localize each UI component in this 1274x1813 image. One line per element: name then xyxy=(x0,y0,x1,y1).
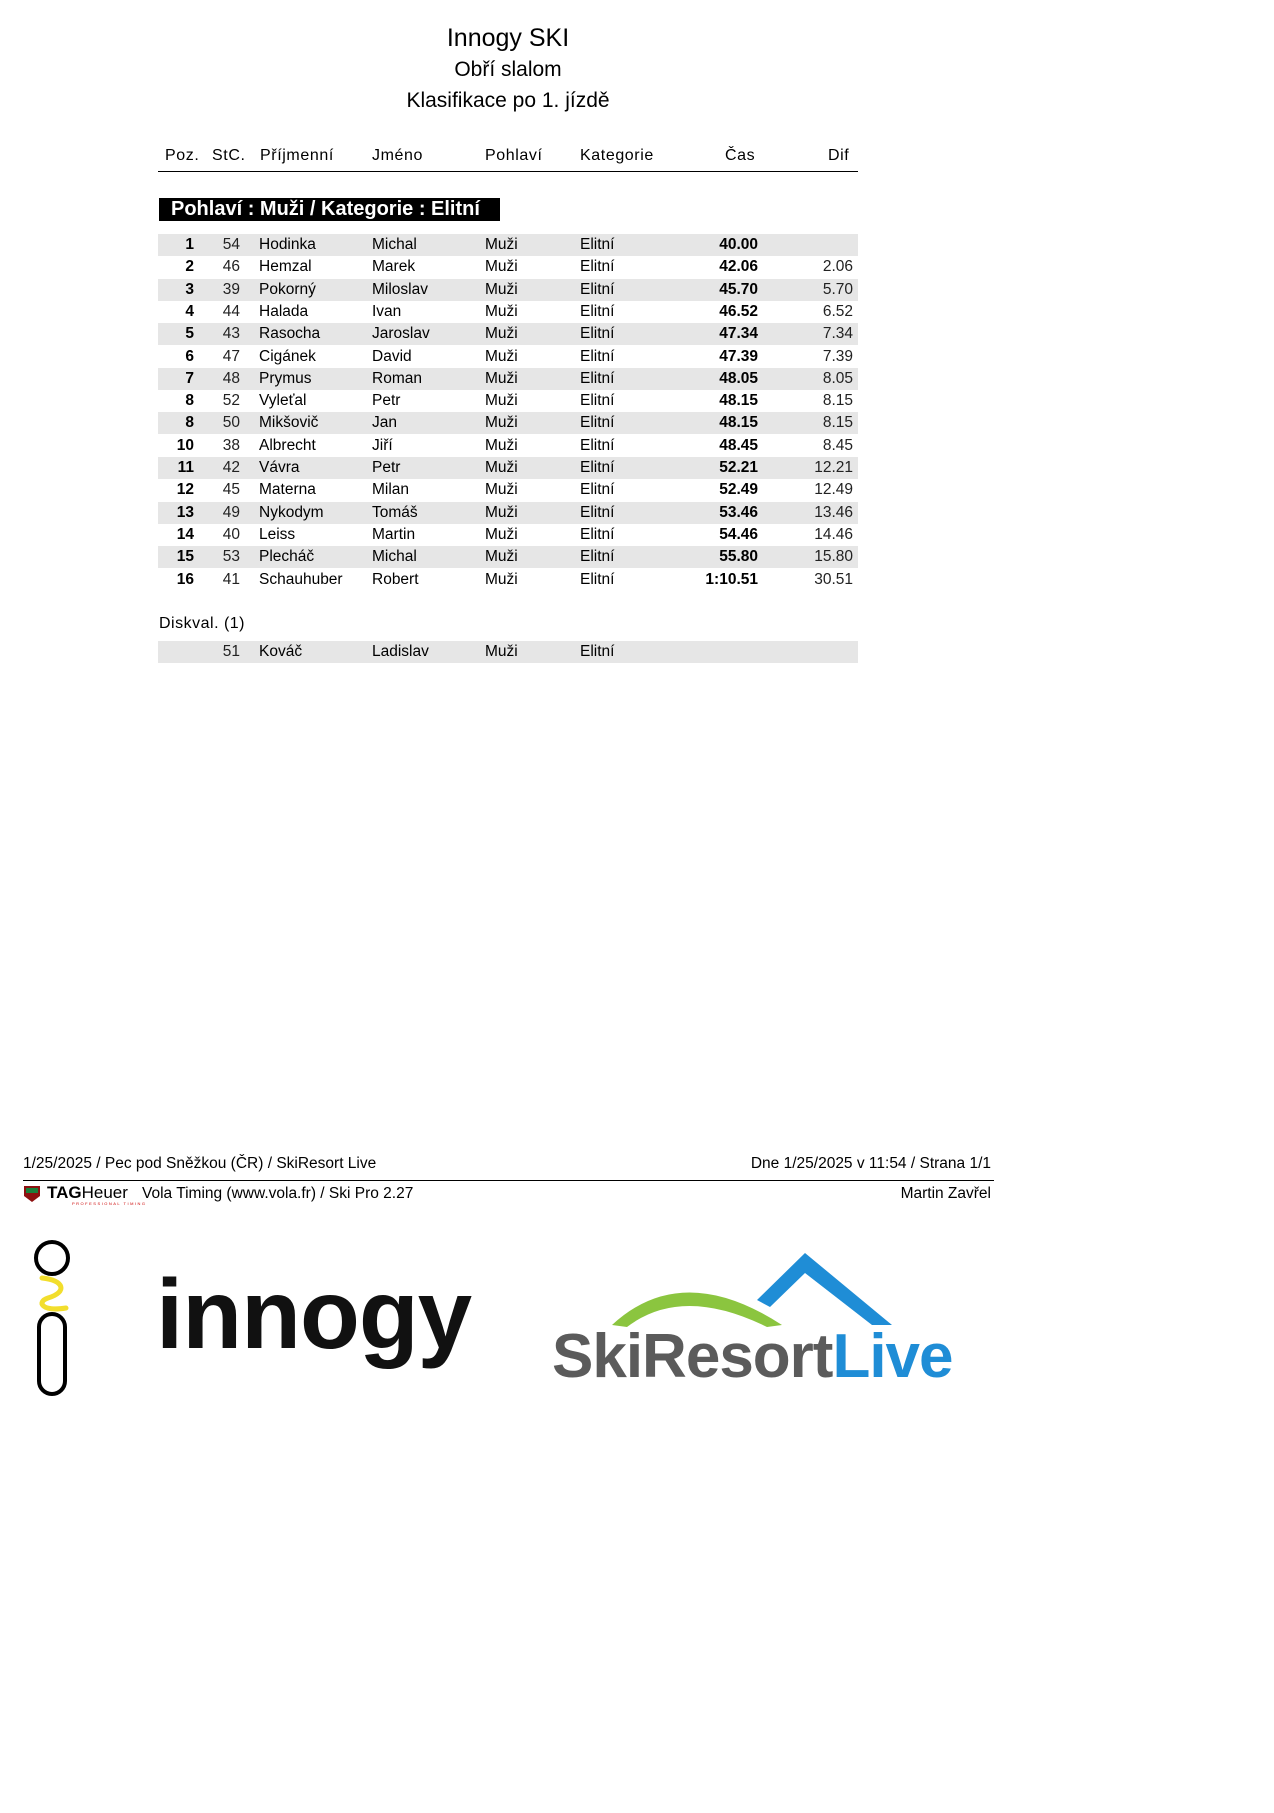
start-number-cell: 42 xyxy=(222,459,240,476)
col-sex: Pohlaví xyxy=(485,147,543,164)
position-cell: 8 xyxy=(185,414,194,432)
name-cell: Ladislav xyxy=(372,643,429,660)
discipline-title: Obří slalom xyxy=(454,58,562,81)
classification-title: Klasifikace po 1. jízdě xyxy=(406,89,610,112)
category-cell: Elitní xyxy=(580,643,615,660)
surname-cell: Materna xyxy=(259,481,316,499)
table-row xyxy=(158,524,858,546)
col-name: Jméno xyxy=(372,147,424,164)
table-row xyxy=(158,323,858,345)
sex-cell: Muži xyxy=(485,280,518,298)
category-cell: Elitní xyxy=(580,436,615,454)
name-cell: Roman xyxy=(372,369,422,387)
surname-cell: Cigánek xyxy=(259,347,316,365)
time-cell: 1:10.51 xyxy=(705,570,758,588)
table-row xyxy=(158,368,858,390)
sex-cell: Muži xyxy=(485,548,518,566)
table-row xyxy=(158,256,858,278)
category-cell: Elitní xyxy=(580,459,615,476)
start-number-cell: 41 xyxy=(222,570,240,588)
sex-cell: Muži xyxy=(485,525,518,543)
surname-cell: Leiss xyxy=(259,525,296,543)
table-row xyxy=(158,301,858,323)
surname-cell: Kováč xyxy=(259,643,303,660)
category-cell: Elitní xyxy=(580,280,615,298)
position-cell: 14 xyxy=(176,525,194,543)
position-cell: 8 xyxy=(185,392,194,410)
start-number-cell: 51 xyxy=(222,643,240,660)
category-cell: Elitní xyxy=(580,369,615,387)
category-header-label: Pohlaví : Muži / Kategorie : Elitní xyxy=(171,198,480,220)
time-cell: 54.46 xyxy=(719,525,758,543)
time-cell: 48.45 xyxy=(719,436,758,454)
position-cell: 2 xyxy=(185,258,194,276)
category-cell: Elitní xyxy=(580,302,615,320)
diff-cell: 8.15 xyxy=(822,392,853,410)
sex-cell: Muži xyxy=(485,392,518,410)
category-cell: Elitní xyxy=(580,236,615,253)
name-cell: Martin xyxy=(372,525,416,543)
name-cell: Jan xyxy=(372,414,397,432)
time-cell: 42.06 xyxy=(719,258,758,276)
sex-cell: Muži xyxy=(485,302,518,320)
event-title: Innogy SKI xyxy=(446,24,570,52)
tag-brand-b: Heuer xyxy=(81,1183,128,1202)
footer-author: Martin Zavřel xyxy=(900,1185,991,1202)
start-number-cell: 44 xyxy=(222,302,240,320)
name-cell: Petr xyxy=(372,392,401,410)
start-number-cell: 52 xyxy=(222,392,240,410)
name-cell: Miloslav xyxy=(372,280,428,298)
col-category: Kategorie xyxy=(580,147,654,164)
footer-software: Vola Timing (www.vola.fr) / Ski Pro 2.27 xyxy=(142,1185,414,1202)
category-cell: Elitní xyxy=(580,392,615,410)
position-cell: 7 xyxy=(185,369,194,387)
time-cell: 52.21 xyxy=(719,459,758,476)
surname-cell: Albrecht xyxy=(259,436,316,454)
footer-date-page: Dne 1/25/2025 v 11:54 / Strana 1/1 xyxy=(750,1155,991,1172)
time-cell: 48.15 xyxy=(719,392,758,410)
diff-cell: 14.46 xyxy=(814,525,853,543)
start-number-cell: 43 xyxy=(222,325,240,343)
time-cell: 53.46 xyxy=(719,503,758,521)
sex-cell: Muži xyxy=(485,258,518,276)
col-time: Čas xyxy=(725,147,756,164)
table-row xyxy=(158,546,858,568)
skiresort-logo-text xyxy=(552,1322,953,1391)
surname-cell: Halada xyxy=(259,302,309,320)
position-cell: 16 xyxy=(176,570,194,588)
name-cell: Milan xyxy=(372,481,410,499)
time-cell: 47.34 xyxy=(719,325,758,343)
time-cell: 48.05 xyxy=(719,369,758,387)
table-row xyxy=(158,435,858,457)
category-cell: Elitní xyxy=(580,481,615,499)
time-cell: 46.52 xyxy=(719,302,758,320)
position-cell: 15 xyxy=(176,548,194,566)
position-cell: 6 xyxy=(185,347,194,365)
surname-cell: Pokorný xyxy=(259,280,316,298)
surname-cell: Rasocha xyxy=(259,325,321,343)
time-cell: 40.00 xyxy=(719,236,758,253)
position-cell: 4 xyxy=(185,302,194,320)
diff-cell: 7.34 xyxy=(822,325,853,343)
start-number-cell: 48 xyxy=(222,369,240,387)
surname-cell: Prymus xyxy=(259,369,312,387)
diff-cell: 12.21 xyxy=(814,459,853,476)
diff-cell: 5.70 xyxy=(822,280,853,298)
table-row xyxy=(158,479,858,501)
sex-cell: Muži xyxy=(485,414,518,432)
category-cell: Elitní xyxy=(580,347,615,365)
name-cell: Ivan xyxy=(372,302,402,320)
diff-cell: 7.39 xyxy=(822,347,853,365)
tag-heuer-subtitle: PROFESSIONAL TIMING xyxy=(72,1201,147,1206)
sex-cell: Muži xyxy=(485,236,518,253)
diff-cell: 12.49 xyxy=(814,481,853,499)
time-cell: 52.49 xyxy=(719,481,758,499)
category-cell: Elitní xyxy=(580,570,615,588)
start-number-cell: 39 xyxy=(222,280,240,298)
diff-cell: 8.15 xyxy=(822,414,853,432)
table-row xyxy=(158,279,858,301)
start-number-cell: 45 xyxy=(222,481,240,499)
tag-heuer-logo xyxy=(47,1183,128,1203)
table-row xyxy=(158,569,858,591)
surname-cell: Vyleťal xyxy=(259,392,307,410)
table-row xyxy=(158,346,858,368)
sex-cell: Muži xyxy=(485,481,518,499)
start-number-cell: 50 xyxy=(222,414,240,432)
sex-cell: Muži xyxy=(485,347,518,365)
position-cell: 3 xyxy=(185,280,194,298)
category-cell: Elitní xyxy=(580,503,615,521)
sex-cell: Muži xyxy=(485,436,518,454)
sex-cell: Muži xyxy=(485,503,518,521)
name-cell: Jaroslav xyxy=(372,325,430,343)
position-cell: 5 xyxy=(185,325,194,343)
disqualified-label: Diskval. (1) xyxy=(159,615,246,632)
table-header xyxy=(158,146,858,172)
position-cell: 13 xyxy=(176,503,194,521)
time-cell: 47.39 xyxy=(719,347,758,365)
time-cell: 48.15 xyxy=(719,414,758,432)
surname-cell: Nykodym xyxy=(259,503,324,521)
time-cell: 45.70 xyxy=(719,280,758,298)
col-stc: StC. xyxy=(212,147,246,164)
position-cell: 10 xyxy=(176,436,194,454)
name-cell: Marek xyxy=(372,258,416,276)
surname-cell: Plecháč xyxy=(259,548,315,566)
diff-cell: 13.46 xyxy=(814,503,853,521)
diff-cell: 8.45 xyxy=(822,436,853,454)
start-number-cell: 38 xyxy=(222,436,240,454)
table-row xyxy=(158,457,858,479)
surname-cell: Vávra xyxy=(259,459,300,476)
position-cell: 11 xyxy=(177,459,194,476)
category-cell: Elitní xyxy=(580,325,615,343)
time-cell: 55.80 xyxy=(719,548,758,566)
start-number-cell: 49 xyxy=(222,503,240,521)
surname-cell: Mikšovič xyxy=(259,414,319,432)
diff-cell: 8.05 xyxy=(822,369,853,387)
start-number-cell: 53 xyxy=(222,548,240,566)
col-diff: Dif xyxy=(828,147,850,164)
name-cell: Tomáš xyxy=(372,503,418,521)
position-cell: 1 xyxy=(185,236,194,253)
sex-cell: Muži xyxy=(485,570,518,588)
table-row xyxy=(158,390,858,412)
category-header xyxy=(159,198,500,221)
name-cell: David xyxy=(372,347,412,365)
name-cell: Jiří xyxy=(372,436,393,454)
col-surname: Příjmenní xyxy=(260,147,334,164)
category-cell: Elitní xyxy=(580,548,615,566)
start-number-cell: 54 xyxy=(222,236,240,253)
tag-brand-a: TAG xyxy=(47,1183,82,1202)
footer-event-info: 1/25/2025 / Pec pod Sněžkou (ČR) / SkiResort Live xyxy=(23,1155,377,1172)
innogy-figure-icon xyxy=(22,1238,82,1403)
diff-cell: 15.80 xyxy=(814,548,853,566)
position-cell: 12 xyxy=(176,481,194,499)
start-number-cell: 47 xyxy=(222,347,240,365)
category-cell: Elitní xyxy=(580,258,615,276)
skiresort-text-b: Live xyxy=(832,1322,953,1391)
sex-cell: Muži xyxy=(485,643,518,660)
diff-cell: 30.51 xyxy=(814,570,853,588)
name-cell: Michal xyxy=(372,236,417,253)
name-cell: Robert xyxy=(372,570,419,588)
category-cell: Elitní xyxy=(580,414,615,432)
surname-cell: Hemzal xyxy=(259,258,312,276)
sex-cell: Muži xyxy=(485,369,518,387)
name-cell: Petr xyxy=(372,459,401,476)
category-cell: Elitní xyxy=(580,525,615,543)
innogy-logo-text: innogy xyxy=(156,1259,472,1369)
sex-cell: Muži xyxy=(485,325,518,343)
surname-cell: Hodinka xyxy=(259,236,316,253)
tag-heuer-shield-icon xyxy=(23,1185,41,1203)
start-number-cell: 40 xyxy=(222,525,240,543)
table-row xyxy=(158,412,858,434)
diff-cell: 2.06 xyxy=(822,258,853,276)
col-pos: Poz. xyxy=(165,147,200,164)
surname-cell: Schauhuber xyxy=(259,570,343,588)
diff-cell: 6.52 xyxy=(822,302,853,320)
sex-cell: Muži xyxy=(485,459,518,476)
skiresort-text-a: SkiResort xyxy=(552,1322,833,1391)
footer-divider xyxy=(23,1180,994,1181)
name-cell: Michal xyxy=(372,548,417,566)
start-number-cell: 46 xyxy=(222,258,240,276)
disqualified-row xyxy=(158,641,858,663)
table-row xyxy=(158,502,858,524)
table-row xyxy=(158,234,858,256)
